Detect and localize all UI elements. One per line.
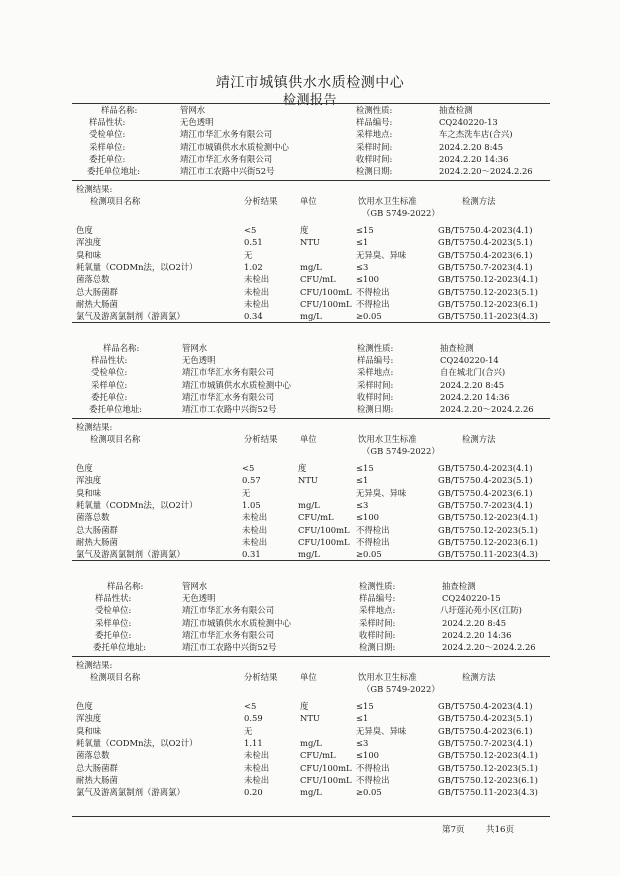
footer-page-number: 第7页 — [442, 825, 465, 835]
col-standard-header: 饮用水卫生标准 — [358, 434, 417, 444]
result-row-value: 未检出 — [244, 750, 270, 761]
receive-time-label: 收样时间: — [357, 391, 394, 402]
sample-name-label: 样品名称: — [103, 343, 140, 353]
col-result-header: 分析结果 — [244, 672, 278, 682]
result-row-method: GB/T5750.12-2023(4.1) — [438, 274, 538, 285]
section-end-rule — [72, 322, 550, 323]
result-row-standard: ≤3 — [356, 261, 369, 272]
result-row-method: GB/T5750.11-2023(4.3) — [438, 311, 538, 322]
sample-number: CQ240220-14 — [440, 355, 499, 366]
result-row-standard: ≤100 — [356, 512, 380, 523]
result-row-method: GB/T5750.11-2023(4.3) — [438, 787, 538, 798]
results-label: 检测结果: — [76, 660, 113, 670]
sample-state: 无色透明 — [182, 593, 216, 604]
col-standard-code: （GB 5749-2022） — [362, 684, 440, 694]
result-row-standard: ≤1 — [356, 713, 369, 724]
result-row-item: 色度 — [76, 701, 93, 711]
results-label: 检测结果: — [76, 422, 113, 432]
result-row-standard: 无异臭、异味 — [356, 725, 407, 736]
result-row-value: 无 — [244, 249, 253, 260]
result-row-standard: ≤15 — [356, 701, 374, 711]
result-row-method: GB/T5750.7-2023(4.1) — [438, 737, 533, 748]
sample-state-label: 样品性状: — [91, 355, 128, 366]
receive-time: 2024.2.20 14:36 — [439, 153, 509, 164]
result-row-standard: 无异臭、异味 — [356, 487, 407, 498]
sample-name-label: 样品名称: — [101, 105, 138, 115]
result-row-standard: ≥0.05 — [356, 549, 382, 560]
result-row-standard: ≤100 — [356, 274, 380, 285]
sample-state-label: 样品性状: — [89, 117, 126, 128]
sample-name: 管网水 — [180, 105, 206, 115]
entrusted-unit: 靖江市华汇水务有限公司 — [182, 367, 275, 378]
sampling-site-label: 采样地点: — [356, 129, 393, 140]
result-row-item: 色度 — [76, 225, 93, 235]
result-row-item: 耐热大肠菌 — [76, 298, 118, 309]
result-row-standard: ≥0.05 — [356, 787, 382, 798]
col-standard-header: 饮用水卫生标准 — [358, 196, 417, 206]
sampling-unit-label: 采样单位: — [91, 379, 128, 390]
col-result-header: 分析结果 — [244, 196, 278, 206]
receive-time: 2024.2.20 14:36 — [442, 629, 512, 640]
result-row-item: 色度 — [76, 463, 93, 473]
sampling-site-label: 采样地点: — [359, 605, 396, 616]
sample-no-label: 样品编号: — [357, 355, 394, 366]
result-row-unit: 度 — [300, 701, 309, 711]
sample-state-label: 样品性状: — [95, 593, 132, 604]
result-row-unit: mg/L — [298, 499, 320, 510]
col-item-header: 检测项目名称 — [90, 196, 141, 206]
client-address-label: 委托单位地址: — [87, 166, 141, 176]
result-row-value: <5 — [244, 225, 257, 235]
sample-name: 管网水 — [182, 581, 208, 591]
result-row-unit: NTU — [298, 475, 318, 486]
section-end-rule — [72, 560, 550, 561]
result-row-standard: 不得检出 — [356, 286, 390, 297]
result-row-unit: mg/L — [300, 787, 322, 798]
col-standard-code: （GB 5749-2022） — [362, 208, 440, 218]
result-row-standard: 不得检出 — [356, 762, 390, 773]
report-subtitle: 检测报告 — [282, 93, 337, 108]
col-method-header: 检测方法 — [462, 434, 496, 444]
receive-time: 2024.2.20 14:36 — [440, 391, 510, 402]
sample-name-label: 样品名称: — [107, 581, 144, 591]
result-row-value: 0.34 — [244, 311, 263, 322]
result-row-method: GB/T5750.11-2023(4.3) — [438, 549, 538, 560]
col-unit-header: 单位 — [300, 434, 317, 444]
client-address-label: 委托单位地址: — [89, 404, 143, 414]
result-row-method: GB/T5750.4-2023(4.1) — [438, 701, 533, 711]
col-method-header: 检测方法 — [462, 196, 496, 206]
result-row-value: 0.20 — [244, 787, 263, 798]
test-date: 2024.2.20～2024.2.26 — [440, 404, 534, 414]
result-row-standard: ≤3 — [356, 737, 369, 748]
client-unit: 靖江市华汇水务有限公司 — [182, 391, 275, 402]
test-date: 2024.2.20～2024.2.26 — [439, 166, 533, 176]
result-row-method: GB/T5750.12-2023(4.1) — [438, 750, 538, 761]
result-row-method: GB/T5750.4-2023(4.1) — [438, 225, 533, 235]
result-row-item: 总大肠菌群 — [76, 286, 118, 297]
result-row-standard: ≤1 — [356, 237, 369, 248]
result-row-unit: NTU — [300, 713, 320, 724]
sampling-time: 2024.2.20 8:45 — [440, 379, 505, 390]
result-row-standard: 不得检出 — [356, 536, 390, 547]
result-row-item: 耗氧量（CODMn法，以O2计） — [76, 261, 198, 272]
result-row-method: GB/T5750.4-2023(5.1) — [438, 237, 533, 248]
result-row-value: 未检出 — [244, 762, 270, 773]
sample-no-label: 样品编号: — [356, 117, 393, 128]
result-row-unit: CFU/100mL — [300, 762, 352, 773]
result-row-unit: mg/L — [300, 737, 322, 748]
test-nature-label: 检测性质: — [356, 105, 393, 115]
result-row-value: 0.57 — [242, 475, 261, 486]
result-row-method: GB/T5750.4-2023(4.1) — [438, 463, 533, 473]
result-row-unit: CFU/100mL — [300, 286, 352, 297]
sampling-time-label: 采样时间: — [359, 617, 396, 628]
test-nature: 抽查检测 — [440, 343, 474, 353]
sampling-unit-label: 采样单位: — [89, 141, 126, 152]
result-row-item: 耗氧量（CODMn法，以O2计） — [76, 499, 198, 510]
client-address: 靖江市工农路中兴街52号 — [182, 642, 277, 652]
result-row-value: 无 — [244, 725, 253, 736]
client-address: 靖江市工农路中兴街52号 — [182, 404, 277, 414]
report-title: 靖江市城镇供水水质检测中心 — [215, 75, 405, 91]
result-row-value: 无 — [242, 487, 251, 498]
section-header-rule — [72, 656, 550, 657]
test-date-label: 检测日期: — [359, 642, 396, 652]
result-row-method: GB/T5750.12-2023(4.1) — [438, 512, 538, 523]
result-row-standard: ≤15 — [356, 225, 374, 235]
col-unit-header: 单位 — [300, 196, 317, 206]
result-row-item: 耐热大肠菌 — [76, 774, 118, 785]
test-nature-label: 检测性质: — [357, 343, 394, 353]
result-row-method: GB/T5750.4-2023(6.1) — [438, 487, 533, 498]
result-row-value: 0.51 — [244, 237, 263, 248]
top-rule — [72, 103, 550, 104]
result-row-item: 浑浊度 — [76, 475, 102, 486]
result-row-method: GB/T5750.7-2023(4.1) — [438, 499, 533, 510]
test-date-label: 检测日期: — [356, 166, 393, 176]
result-row-unit: CFU/100mL — [300, 774, 352, 785]
result-row-unit: CFU/100mL — [298, 536, 350, 547]
result-row-value: 1.11 — [244, 737, 263, 748]
col-unit-header: 单位 — [300, 672, 317, 682]
client-address: 靖江市工农路中兴街52号 — [180, 166, 275, 176]
col-item-header: 检测项目名称 — [90, 672, 141, 682]
result-row-unit: CFU/mL — [298, 512, 334, 523]
result-row-method: GB/T5750.12-2023(6.1) — [438, 298, 538, 309]
entrusted-unit: 靖江市华汇水务有限公司 — [182, 605, 275, 616]
result-row-item: 浑浊度 — [76, 237, 102, 248]
col-item-header: 检测项目名称 — [90, 434, 141, 444]
sampling-site-label: 采样地点: — [357, 367, 394, 378]
sampling-time: 2024.2.20 8:45 — [439, 141, 504, 152]
result-row-item: 臭和味 — [76, 725, 102, 736]
section-header-rule — [72, 180, 550, 181]
result-row-method: GB/T5750.4-2023(6.1) — [438, 249, 533, 260]
result-row-standard: 不得检出 — [356, 524, 390, 535]
result-row-unit: mg/L — [300, 311, 322, 322]
result-row-unit: mg/L — [300, 261, 322, 272]
client-unit: 靖江市华汇水务有限公司 — [180, 153, 273, 164]
sampling-site: 车之杰洗车店(合兴) — [439, 129, 513, 140]
sample-no-label: 样品编号: — [359, 593, 396, 604]
section-header-rule — [72, 418, 550, 419]
sampling-site: 自在城北门(合兴) — [440, 367, 506, 378]
result-row-item: 浑浊度 — [76, 713, 102, 724]
result-row-method: GB/T5750.12-2023(6.1) — [438, 774, 538, 785]
test-nature: 抽查检测 — [439, 105, 473, 115]
result-row-method: GB/T5750.12-2023(5.1) — [438, 286, 538, 297]
result-row-unit: 度 — [298, 463, 307, 473]
result-row-standard: ≤3 — [356, 499, 369, 510]
result-row-value: 未检出 — [242, 524, 268, 535]
result-row-item: 菌落总数 — [76, 750, 110, 761]
client-unit: 靖江市华汇水务有限公司 — [182, 629, 275, 640]
result-row-standard: ≤1 — [356, 475, 369, 486]
result-row-standard: 不得检出 — [356, 774, 390, 785]
result-row-item: 臭和味 — [76, 249, 102, 260]
result-row-value: 0.31 — [242, 549, 261, 560]
result-row-item: 氯气及游离氯制剂（游离氯） — [76, 311, 185, 322]
receive-time-label: 收样时间: — [356, 153, 393, 164]
result-row-item: 菌落总数 — [76, 274, 110, 285]
result-row-method: GB/T5750.12-2023(6.1) — [438, 536, 538, 547]
result-row-method: GB/T5750.4-2023(5.1) — [438, 475, 533, 486]
result-row-unit: CFU/100mL — [298, 524, 350, 535]
receive-time-label: 收样时间: — [359, 629, 396, 640]
result-row-unit: NTU — [300, 237, 320, 248]
result-row-value: 未检出 — [242, 536, 268, 547]
bottom-rule — [72, 816, 550, 817]
test-nature-label: 检测性质: — [359, 581, 396, 591]
sampling-time-label: 采样时间: — [357, 379, 394, 390]
result-row-standard: ≥0.05 — [356, 311, 382, 322]
result-row-item: 氯气及游离氯制剂（游离氯） — [76, 787, 185, 798]
client-unit-label: 委托单位: — [89, 153, 126, 164]
sampling-unit: 靖江市城镇供水水质检测中心 — [180, 141, 289, 152]
test-date: 2024.2.20～2024.2.26 — [442, 642, 536, 652]
result-row-value: 0.59 — [244, 713, 263, 724]
result-row-unit: mg/L — [298, 549, 320, 560]
sampling-unit: 靖江市城镇供水水质检测中心 — [182, 379, 291, 390]
result-row-standard: 不得检出 — [356, 298, 390, 309]
result-row-item: 耐热大肠菌 — [76, 536, 118, 547]
result-row-standard: 无异臭、异味 — [356, 249, 407, 260]
footer-total-pages: 共16页 — [486, 825, 515, 835]
result-row-value: 1.05 — [242, 499, 261, 510]
sample-name: 管网水 — [182, 343, 208, 353]
entrusted-unit-label: 受检单位: — [95, 605, 132, 616]
result-row-item: 总大肠菌群 — [76, 762, 118, 773]
result-row-unit: CFU/mL — [300, 274, 336, 285]
result-row-unit: CFU/mL — [300, 750, 336, 761]
result-row-method: GB/T5750.7-2023(4.1) — [438, 261, 533, 272]
client-unit-label: 委托单位: — [91, 391, 128, 402]
sample-number: CQ240220-13 — [439, 117, 498, 128]
result-row-value: 未检出 — [244, 774, 270, 785]
result-row-item: 耗氧量（CODMn法，以O2计） — [76, 737, 198, 748]
sampling-time-label: 采样时间: — [356, 141, 393, 152]
sampling-unit-label: 采样单位: — [95, 617, 132, 628]
test-date-label: 检测日期: — [357, 404, 394, 414]
client-address-label: 委托单位地址: — [93, 642, 147, 652]
result-row-unit: 度 — [300, 225, 309, 235]
result-row-value: 未检出 — [244, 286, 270, 297]
result-row-value: <5 — [244, 701, 257, 711]
result-row-unit: CFU/100mL — [300, 298, 352, 309]
result-row-value: 未检出 — [244, 274, 270, 285]
result-row-value: <5 — [242, 463, 255, 473]
result-row-item: 总大肠菌群 — [76, 524, 118, 535]
sampling-time: 2024.2.20 8:45 — [442, 617, 507, 628]
sample-state: 无色透明 — [180, 117, 214, 128]
results-label: 检测结果: — [76, 184, 113, 194]
entrusted-unit-label: 受检单位: — [91, 367, 128, 378]
result-row-standard: ≤100 — [356, 750, 380, 761]
result-row-value: 1.02 — [244, 261, 263, 272]
result-row-item: 氯气及游离氯制剂（游离氯） — [76, 549, 185, 560]
sample-state: 无色透明 — [182, 355, 216, 366]
result-row-method: GB/T5750.4-2023(6.1) — [438, 725, 533, 736]
col-standard-header: 饮用水卫生标准 — [358, 672, 417, 682]
result-row-item: 菌落总数 — [76, 512, 110, 523]
entrusted-unit-label: 受检单位: — [89, 129, 126, 140]
result-row-value: 未检出 — [244, 298, 270, 309]
result-row-method: GB/T5750.4-2023(5.1) — [438, 713, 533, 724]
test-nature: 抽查检测 — [442, 581, 476, 591]
result-row-method: GB/T5750.12-2023(5.1) — [438, 762, 538, 773]
result-row-value: 未检出 — [242, 512, 268, 523]
result-row-standard: ≤15 — [356, 463, 374, 473]
result-row-item: 臭和味 — [76, 487, 102, 498]
sample-number: CQ240220-15 — [442, 593, 501, 604]
col-result-header: 分析结果 — [244, 434, 278, 444]
sampling-site: 八圩莲沁苑小区(江防) — [440, 605, 522, 616]
sampling-unit: 靖江市城镇供水水质检测中心 — [182, 617, 291, 628]
client-unit-label: 委托单位: — [95, 629, 132, 640]
entrusted-unit: 靖江市华汇水务有限公司 — [180, 129, 273, 140]
col-standard-code: （GB 5749-2022） — [362, 446, 440, 456]
result-row-method: GB/T5750.12-2023(5.1) — [438, 524, 538, 535]
col-method-header: 检测方法 — [462, 672, 496, 682]
